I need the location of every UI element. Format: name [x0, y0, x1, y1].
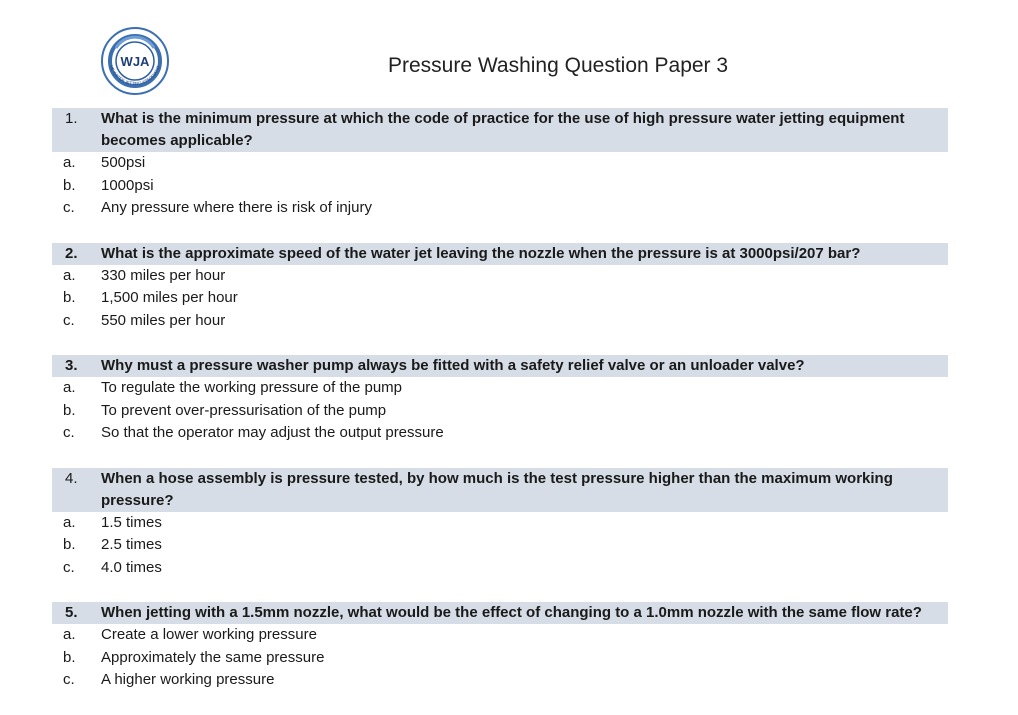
question-number: 4. [65, 469, 78, 487]
option-letter: c. [63, 199, 75, 216]
option-letter: c. [63, 424, 75, 441]
option-letter: a. [63, 379, 76, 396]
option-text: 2.5 times [101, 536, 162, 553]
question-text: When jetting with a 1.5mm nozzle, what would be the effect of changing to a 1.0mm nozzle with the same flow rate? [101, 604, 922, 621]
option-letter: b. [63, 648, 76, 666]
question-block [52, 468, 948, 580]
question-header [52, 602, 948, 624]
question-number: 1. [65, 110, 78, 127]
option-letter: a. [63, 154, 76, 171]
option-letter: a. [63, 266, 76, 284]
question-text: When a hose assembly is pressure tested, by how much is the test pressure higher than the maximum working pressure? [101, 469, 893, 509]
option-text: 330 miles per hour [101, 266, 226, 284]
answer-option [52, 400, 948, 423]
answer-option [52, 647, 948, 670]
answer-option [52, 287, 948, 310]
option-letter: b. [63, 401, 76, 419]
question-block [52, 602, 948, 692]
question-text: What is the approximate speed of the water jet leaving the nozzle when the pressure is at 3000psi/207 bar? [101, 244, 861, 262]
question-number: 2. [65, 244, 78, 262]
option-text: A higher working pressure [101, 671, 275, 688]
option-text: 1.5 times [101, 513, 162, 531]
option-text: To regulate the working pressure of the pump [101, 379, 403, 396]
option-text: So that the operator may adjust the output pressure [101, 424, 444, 441]
page-header [0, 0, 1018, 108]
answer-option [52, 512, 948, 535]
answer-option [52, 422, 948, 445]
option-text: 1000psi [101, 176, 154, 194]
answer-option [52, 310, 948, 333]
option-text: Create a lower working pressure [101, 626, 317, 643]
option-letter: b. [63, 176, 76, 194]
option-text: 4.0 times [101, 558, 162, 576]
answer-option [52, 534, 948, 557]
option-letter: a. [63, 513, 76, 531]
option-letter: c. [63, 671, 75, 688]
question-block [52, 243, 948, 333]
question-text: What is the minimum pressure at which the code of practice for the use of high pressure water jetting equipment becomes applicable? [101, 110, 905, 149]
question-block [52, 355, 948, 445]
answer-option [52, 377, 948, 400]
answer-option [52, 557, 948, 580]
answer-option [52, 152, 948, 175]
question-number: 5. [65, 604, 78, 621]
option-text: 1,500 miles per hour [101, 289, 238, 306]
page-title: Pressure Washing Question Paper 3 [388, 54, 729, 77]
question-header [52, 468, 948, 512]
option-text: 550 miles per hour [101, 311, 226, 329]
option-letter: b. [63, 536, 76, 553]
logo-ring-text: HE WATER JETTING ASSOCIATIO [108, 64, 161, 86]
option-letter: c. [63, 558, 75, 576]
question-number: 3. [65, 357, 78, 374]
option-letter: a. [63, 626, 76, 643]
question-block [52, 108, 948, 220]
option-text: Approximately the same pressure [101, 648, 325, 666]
answer-option [52, 265, 948, 288]
question-header [52, 108, 948, 152]
option-letter: b. [63, 289, 76, 306]
wja-logo [100, 26, 170, 96]
question-text: Why must a pressure washer pump always be fitted with a safety relief valve or an unloader valve? [101, 357, 805, 374]
question-header [52, 355, 948, 377]
answer-option [52, 669, 948, 692]
option-text: To prevent over-pressurisation of the pump [101, 401, 387, 419]
answer-option [52, 175, 948, 198]
option-letter: c. [63, 311, 75, 329]
question-list [52, 108, 948, 715]
answer-option [52, 197, 948, 220]
option-text: Any pressure where there is risk of injury [101, 199, 372, 216]
logo-text: WJA [120, 54, 150, 69]
answer-option [52, 624, 948, 647]
question-header [52, 243, 948, 265]
option-text: 500psi [101, 154, 146, 171]
